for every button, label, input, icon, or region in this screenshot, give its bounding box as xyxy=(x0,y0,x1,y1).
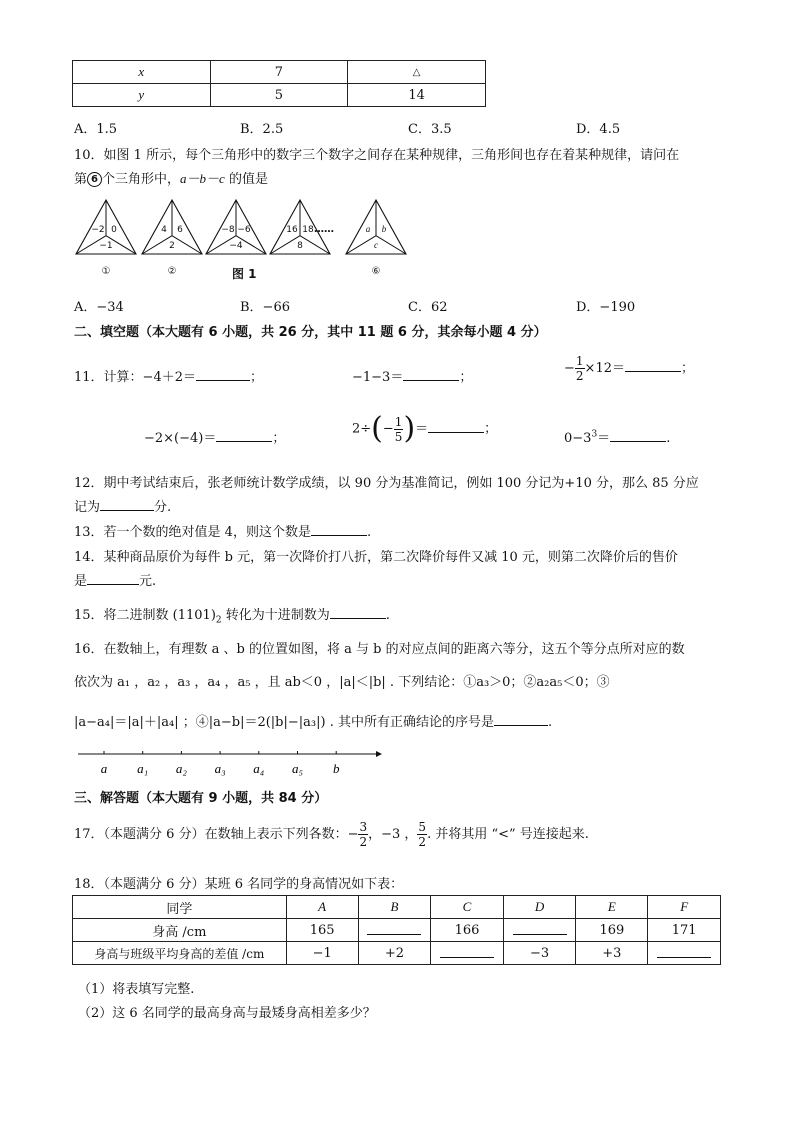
table-cell: −1 xyxy=(286,942,358,965)
table-cell xyxy=(358,919,431,942)
table-cell: 166 xyxy=(431,919,504,942)
q10-expression: a－b－c xyxy=(180,171,225,186)
q11-expr5 xyxy=(352,411,498,446)
q11-expr3 xyxy=(564,354,694,383)
number-line-label: a₅ xyxy=(291,761,304,776)
table-cell: D xyxy=(503,896,576,919)
table-cell xyxy=(503,919,576,942)
triangle-index-label: ⑥ xyxy=(371,266,381,277)
triangle-top-right-number: 0 xyxy=(111,225,117,235)
table-cell: 身高 /cm xyxy=(73,919,287,942)
triangle xyxy=(346,200,406,277)
subscript: 2 xyxy=(215,615,222,626)
denominator: 2 xyxy=(575,369,584,383)
table-cell: 同学 xyxy=(73,896,287,919)
ellipsis: …… xyxy=(314,224,334,235)
table-cell: B xyxy=(358,896,431,919)
answer-blank[interactable] xyxy=(428,420,484,433)
q11-e6: 0−3 xyxy=(564,431,592,446)
answer-blank[interactable] xyxy=(494,713,548,726)
fraction xyxy=(358,820,368,849)
q12-line2-post: 分. xyxy=(154,500,172,515)
q9-option-c: C．3.5 xyxy=(408,122,452,137)
table-cell: +3 xyxy=(576,942,648,965)
q11-e5-post: ＝ xyxy=(415,421,429,437)
triangle xyxy=(206,200,266,254)
q17 xyxy=(74,820,589,849)
q10-line2-mid: 个三角形中， xyxy=(102,172,181,187)
period: . xyxy=(666,431,671,446)
table-cell: −3 xyxy=(503,942,576,965)
q11-e5-pre: 2÷ xyxy=(352,421,372,437)
numerator: 5 xyxy=(418,820,427,834)
table-row xyxy=(73,942,721,965)
q11-expr2 xyxy=(352,366,472,385)
table-cell: 171 xyxy=(648,919,721,942)
q10-line2-pre: 第 xyxy=(74,172,88,187)
section2-title: 二、填空题（本大题有 6 小题，共 26 分，其中 11 题 6 分，其余每小题 4 分） xyxy=(74,325,547,340)
triangle-bottom-number: c xyxy=(374,240,378,250)
q11-e3-post: ×12＝ xyxy=(584,361,625,376)
table-row xyxy=(73,919,721,942)
table-cell: 165 xyxy=(286,919,358,942)
separator: ； xyxy=(680,361,694,376)
fraction xyxy=(394,415,404,444)
numerator: 3 xyxy=(359,820,368,834)
q15 xyxy=(74,604,390,626)
table-cell: 7 xyxy=(210,61,348,84)
fraction xyxy=(417,820,427,849)
answer-blank[interactable] xyxy=(440,945,494,958)
q9-option-b: B．2.5 xyxy=(240,122,284,137)
table-row xyxy=(73,61,486,84)
q12-line1: 12．期中考试结束后，张老师统计数学成绩，以 90 分为基准简记，例如 100 分记为+10 分，那么 85 分应 xyxy=(74,476,699,491)
q14-line2-pre: 是 xyxy=(74,574,88,589)
table-cell: y xyxy=(73,84,211,107)
triangle-index-label: ② xyxy=(167,266,177,277)
period: . xyxy=(366,525,372,540)
answer-blank[interactable] xyxy=(196,368,250,381)
left-paren: ( xyxy=(371,411,383,446)
table-cell: E xyxy=(576,896,648,919)
minus-sign: − xyxy=(382,421,394,437)
table-cell: △ xyxy=(348,61,486,84)
triangle-top-left-number: 4 xyxy=(161,225,167,235)
triangle-top-left-number: −8 xyxy=(221,225,235,235)
triangle-top-right-number: −6 xyxy=(237,225,251,235)
triangle-bottom-number: −4 xyxy=(229,241,243,251)
right-paren: ) xyxy=(403,411,416,446)
separator: ； xyxy=(484,421,498,437)
q11-expr4 xyxy=(144,427,285,446)
denominator: 2 xyxy=(359,835,368,849)
q9-option-a: A．1.5 xyxy=(74,122,118,137)
table-cell: x xyxy=(73,61,211,84)
q14-line2-post: 元. xyxy=(139,574,157,589)
triangle-index-label: ① xyxy=(101,266,111,277)
exponent: 3 xyxy=(591,429,598,440)
number-line-label: a xyxy=(100,761,108,776)
triangle-top-right-number: b xyxy=(381,224,387,234)
triangle-top-left-number: 16 xyxy=(286,225,298,235)
table-cell: C xyxy=(431,896,504,919)
triangle-top-left-number: −2 xyxy=(91,225,105,235)
circled-number: 6 xyxy=(87,172,102,187)
q11-expr1 xyxy=(74,366,263,385)
answer-blank[interactable] xyxy=(330,606,386,619)
q16-line3 xyxy=(74,711,552,730)
section3-title: 三、解答题（本大题有 9 小题，共 84 分） xyxy=(74,791,328,806)
answer-blank[interactable] xyxy=(100,498,154,511)
q10-line2 xyxy=(74,168,268,187)
q11-e1: −4＋2＝ xyxy=(142,370,196,385)
table-row xyxy=(73,84,486,107)
numerator: 1 xyxy=(394,414,403,429)
q18-sub1: （1）将表填写完整. xyxy=(78,982,195,997)
table-cell xyxy=(648,942,721,965)
q13-text: 13．若一个数的绝对值是 4，则这个数是 xyxy=(74,525,311,540)
number-line-label: b xyxy=(332,761,340,776)
q17-post: . 并将其用 “<” 号连接起来. xyxy=(427,827,589,842)
denominator: 5 xyxy=(394,429,403,444)
triangle-top-left-number: a xyxy=(365,224,371,234)
answer-blank[interactable] xyxy=(87,572,139,585)
q16-line2: 依次为 a₁ ，a₂ ，a₃ ，a₄ ，a₅ ，且 ab＜0 ，|a|＜|b| . 下列结论：①a₃＞0；②a₂a₅＜0；③ xyxy=(74,675,610,690)
triangle-bottom-number: 2 xyxy=(169,241,175,251)
height-table xyxy=(72,895,721,965)
triangle xyxy=(142,200,202,277)
q18-sub2: （2）这 6 名同学的最高身高与最矮身高相差多少？ xyxy=(78,1006,376,1021)
table-row xyxy=(73,896,721,919)
answer-blank[interactable] xyxy=(403,368,459,381)
period: . xyxy=(385,608,390,623)
table-cell: 169 xyxy=(576,919,648,942)
q14-line2 xyxy=(74,570,156,589)
number-line-label: a₃ xyxy=(214,761,226,776)
answer-blank[interactable] xyxy=(610,429,666,442)
q10-option-c: C．62 xyxy=(408,300,448,315)
q9-option-d: D．4.5 xyxy=(576,122,621,137)
answer-blank[interactable] xyxy=(625,359,681,372)
triangle xyxy=(76,200,136,277)
q10-option-d: D．−190 xyxy=(576,300,636,315)
table-cell: 14 xyxy=(348,84,486,107)
table-cell: A xyxy=(286,896,358,919)
q17-mid: ，−3 ， xyxy=(368,827,418,842)
q16-line1: 16．在数轴上，有理数 a 、b 的位置如图，将 a 与 b 的对应点间的距离六等分，这五个等分点所对应的数 xyxy=(74,642,685,657)
q13 xyxy=(74,521,371,540)
table-cell: F xyxy=(648,896,721,919)
triangle-bottom-number: 8 xyxy=(297,241,303,251)
minus-sign: − xyxy=(564,361,575,376)
q15-text: 15．将二进制数 (1101) xyxy=(74,608,216,623)
answer-blank[interactable] xyxy=(311,523,367,536)
q11-e6-post: ＝ xyxy=(597,431,611,446)
q11-e4: −2×(−4)＝ xyxy=(144,431,217,446)
table-cell: 5 xyxy=(210,84,348,107)
table-cell: +2 xyxy=(358,942,431,965)
q11-label: 11．计算： xyxy=(74,370,143,385)
separator: ； xyxy=(459,370,473,385)
denominator: 2 xyxy=(418,835,427,849)
q17-pre: 17．（本题满分 6 分）在数轴上表示下列各数：− xyxy=(74,827,359,842)
period: . xyxy=(547,715,553,730)
separator: ； xyxy=(272,431,286,446)
q14-line1: 14．某种商品原价为每件 b 元，第一次降价打八折，第二次降价每件又减 10 元，则第二次降价后的售价 xyxy=(74,550,678,565)
xy-table xyxy=(72,60,486,107)
answer-blank[interactable] xyxy=(513,922,567,935)
q11-e2: −1−3＝ xyxy=(352,370,404,385)
table-cell: 身高与班级平均身高的差值 /cm xyxy=(73,942,287,965)
q15-mid: 转化为十进制数为 xyxy=(221,608,330,623)
triangle-top-right-number: 6 xyxy=(177,225,183,235)
number-line-label: a₁ xyxy=(137,761,149,776)
number-line xyxy=(74,746,384,780)
q16-line3-text: |a−a₄|＝|a|＋|a₄| ；④|a−b|＝2(|b|−|a₃|) . 其中所有正确结论的序号是 xyxy=(74,715,494,730)
number-line-label: a₂ xyxy=(175,761,187,776)
q10-option-a: A．−34 xyxy=(74,300,124,315)
answer-blank[interactable] xyxy=(657,945,711,958)
number-line-label: a₄ xyxy=(253,761,265,776)
numerator: 1 xyxy=(575,354,584,368)
fraction xyxy=(575,354,585,383)
triangle-top-right-number: 18 xyxy=(302,225,314,235)
answer-blank[interactable] xyxy=(216,429,272,442)
q10-option-b: B．−66 xyxy=(240,300,290,315)
table-cell xyxy=(431,942,504,965)
q11-expr6 xyxy=(564,427,670,446)
figure-label: 图 1 xyxy=(232,267,257,281)
answer-blank[interactable] xyxy=(367,922,421,935)
q10-line1: 10．如图 1 所示，每个三角形中的数字三个数字之间存在某种规律，三角形间也存在着某种规律，请问在 xyxy=(74,148,680,163)
separator: ； xyxy=(249,370,263,385)
q10-line2-post: 的值是 xyxy=(224,172,268,187)
q12-line2 xyxy=(74,496,171,515)
q18-intro: 18．（本题满分 6 分）某班 6 名同学的身高情况如下表： xyxy=(74,877,404,892)
q12-line2-pre: 记为 xyxy=(74,500,101,515)
triangle-bottom-number: −1 xyxy=(99,241,113,251)
